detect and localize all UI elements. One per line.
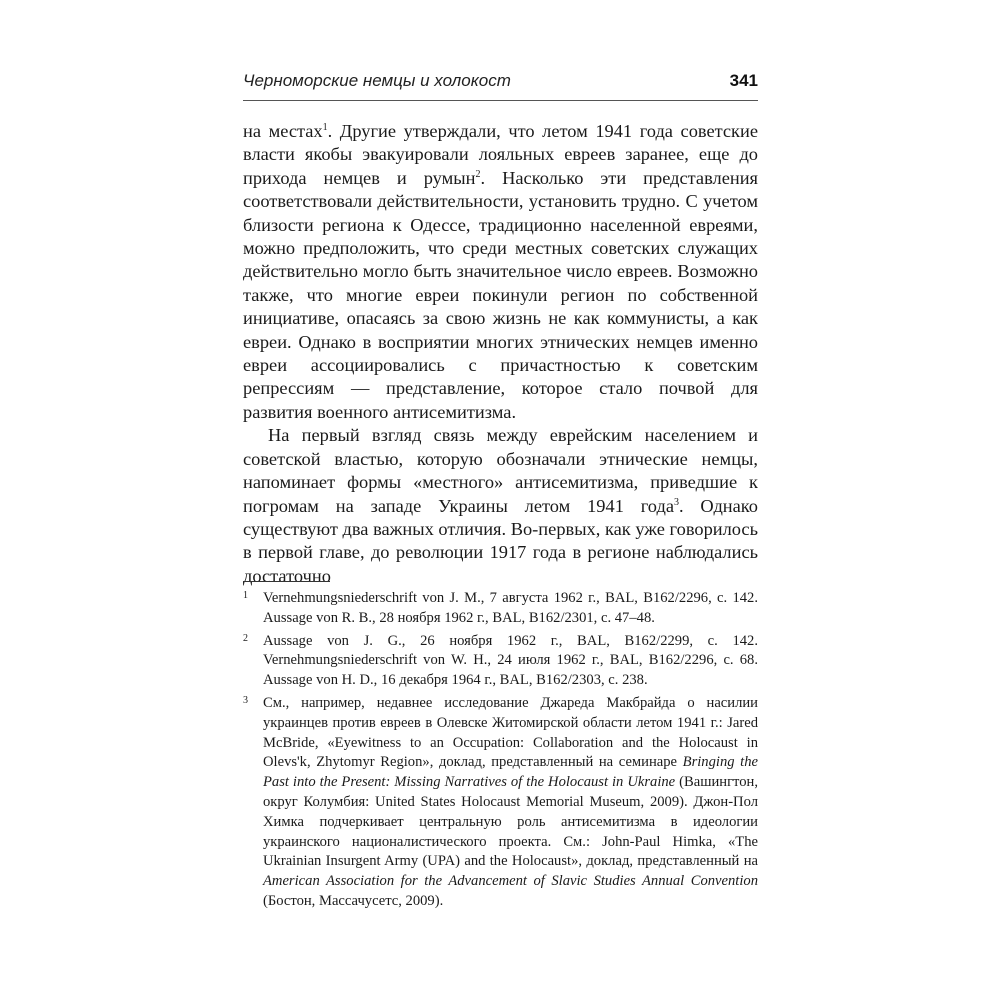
body-text: [243, 120, 758, 588]
footnote-ref-3: 3: [673, 496, 679, 508]
footnote-separator: [243, 581, 330, 582]
footnote-3: [243, 694, 758, 912]
footnote-seminar-title: Bringing the Past into the Present: Missing Narratives of the Holocaust in Ukraine: [263, 754, 758, 791]
footnote-number: 1: [243, 590, 248, 601]
running-title: Черноморские немцы и холокост: [243, 71, 511, 90]
running-header: [243, 60, 758, 101]
footnote-text-part-2: (Вашингтон, округ Колумбия: United States Holocaust Memorial Museum, 2009). Джон-Пол Химка подчеркивает центральную роль антисемитизма в идеологии украинского националистического проекта. См.: John-Paul Himka, «The Ukrainian Insurgent Army (UPA) and the Holocaust», доклад, представленный на: [263, 774, 758, 870]
paragraph-2-part-b: . Однако существуют два важных отличия. Во-первых, как уже говорилось в первой главе, до революции 1917 года в регионе наблюдались достаточно: [243, 495, 758, 586]
paragraph-1-part-b: . Другие утверждали, что летом 1941 года советские власти якобы эвакуировали лояльных евреев заранее, еще до прихода немцев и румын: [243, 121, 758, 188]
paragraph-2-part-a: На первый взгляд связь между еврейским населением и советской властью, которую обозначали этнические немцы, напоминает формы «местного» антисемитизма, приведшие к погромам на западе Украины летом 1941 года: [243, 425, 758, 516]
footnote-ref-2: 2: [475, 168, 481, 180]
footnote-number: 3: [243, 694, 248, 706]
footnote-2: [243, 632, 758, 691]
page-number: 341: [729, 71, 758, 90]
footnote-number: 2: [243, 632, 248, 644]
footnote-ref-1: 1: [322, 122, 328, 133]
footnote-1: [243, 589, 758, 629]
paragraph-1-part-c: . Насколько эти представления соответствовали действительности, установить трудно. С учетом близости региона к Одессе, традиционно населенной евреями, можно предположить, что среди местных советских служащих действительно могло быть значительное число евреев. Возможно также, что многие евреи покинули регион по собственной инициативе, опасаясь за свою жизнь не как коммунисты, а как евреи. Однако в восприятии многих этнических немцев именно евреи ассоциировались с причастностью к советским репрессиям — представление, которое стало почвой для развития военного антисемитизма.: [243, 167, 759, 422]
footnote-text: Vernehmungsniederschrift von J. M., 7 августа 1962 г., BAL, B162/2296, с. 142. Aussage von R. B., 28 ноября 1962 г., BAL, B162/2301, с. 47–48.: [263, 590, 758, 626]
footnotes: [243, 589, 758, 915]
footnote-text: Aussage von J. G., 26 ноября 1962 г., BAL, B162/2299, с. 142. Vernehmungsniederschrift von W. H., 24 июля 1962 г., BAL, B162/2296, с. 68. Aussage von H. D., 16 декабря 1964 г., BAL, B162/2303, с. 238.: [263, 632, 758, 689]
paragraph-1-part-a: на местах: [243, 121, 323, 141]
paragraph-1: [243, 120, 758, 424]
footnote-text-part-1: См., например, недавнее исследование Джареда Макбрайда о насилии украинцев против евреев в Олевске Житомирской области летом 1941 г.: Jared McBride, «Eyewitness to an Occupation: Collaboration and the Holocaust in Olevs'k, Zhytomyr Region», доклад, представленный на семинаре: [263, 694, 758, 771]
footnote-text-part-3: (Бостон, Массачусетс, 2009).: [263, 892, 444, 909]
paragraph-2: [243, 424, 758, 588]
footnote-convention-title: American Association for the Advancement of Slavic Studies Annual Convention: [263, 873, 758, 890]
